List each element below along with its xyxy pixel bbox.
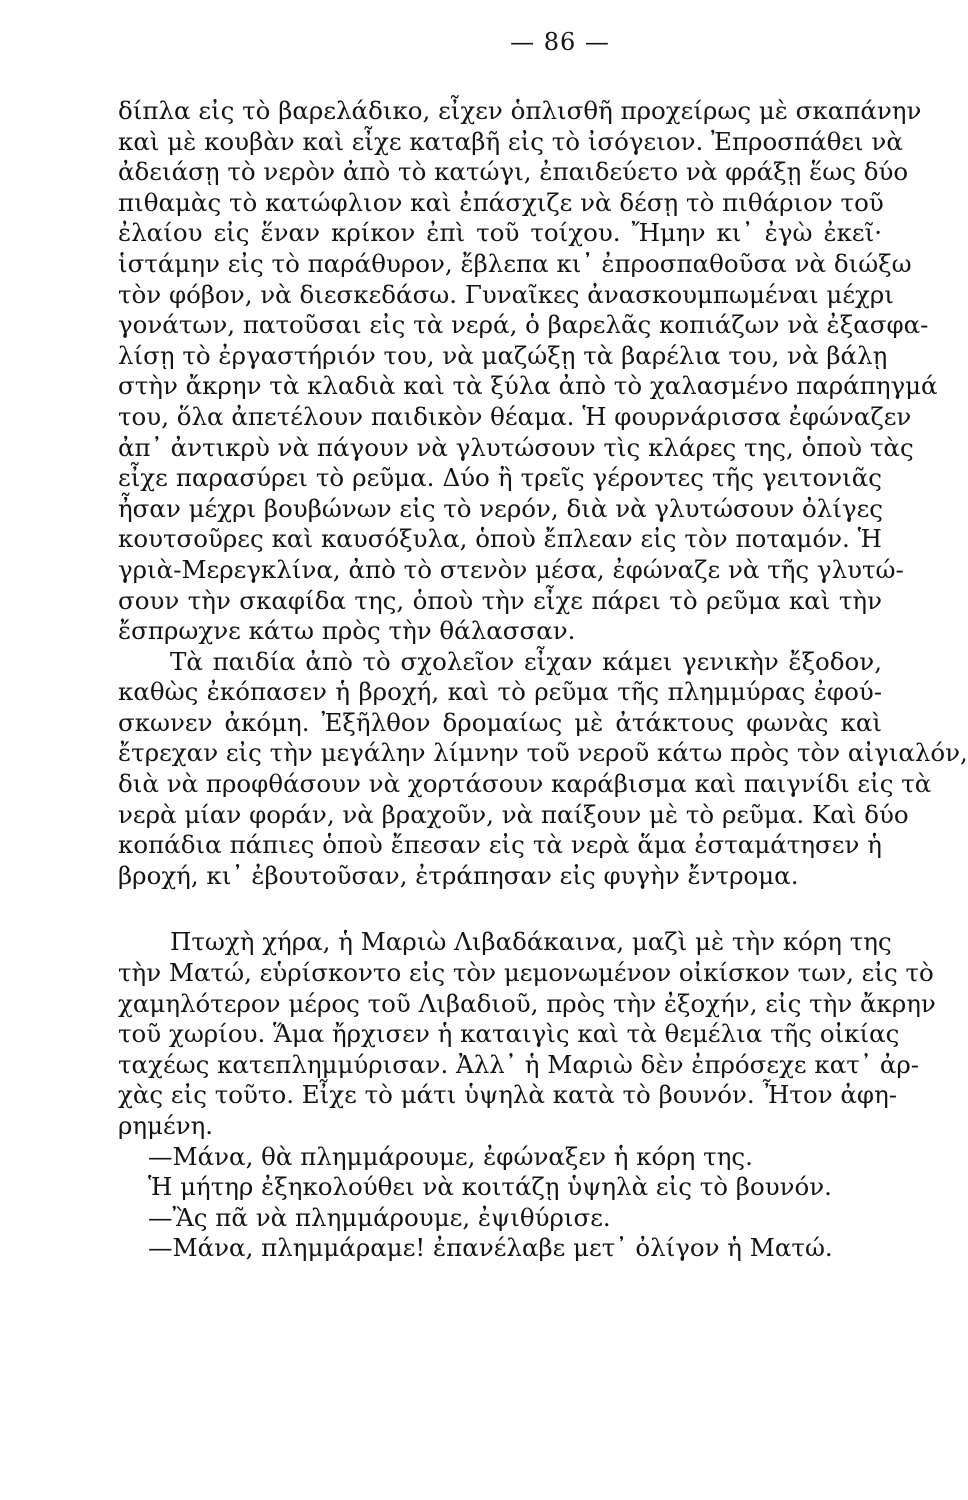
- paragraph: [118, 96, 938, 647]
- text-line: κουτσοῦρες καὶ καυσόξυλα, ὁποὺ ἔπλεαν εἰς τὸν ποταμόν. Ἡ: [118, 524, 882, 554]
- dialogue-line: —Ἂς πᾶ νὰ πλημμάρουμε, ἐψιθύρισε.: [148, 1202, 611, 1232]
- page-number: — 86 —: [510, 28, 610, 56]
- text-line: βροχή, κι᾽ ἐβουτοῦσαν, ἐτράπησαν εἰς φυγὴν ἔντρομα.: [118, 860, 799, 890]
- text-line: νερὰ μίαν φοράν, νὰ βραχοῦν, νὰ παίξουν μὲ τὸ ρεῦμα. Καὶ δύο: [118, 799, 909, 829]
- text-line: στὴν ἄκρην τὰ κλαδιὰ καὶ τὰ ξύλα ἀπὸ τὸ χαλασμένο παράπηγμά: [118, 371, 938, 401]
- text-line: του, ὅλα ἀπετέλουν παιδικὸν θέαμα. Ἡ φουρνάρισσα ἐφώναζεν: [118, 401, 912, 431]
- dialogue-line: —Μάνα, θὰ πλημμάρουμε, ἐφώναξεν ἡ κόρη της.: [148, 1141, 753, 1171]
- text-line: ταχέως κατεπλημμύρισαν. Ἀλλ᾽ ἡ Μαριὼ δὲν ἐπρόσεχε κατ᾽ ἀρ-: [118, 1049, 920, 1079]
- text-line: κοπάδια πάπιες ὁποὺ ἔπεσαν εἰς τὰ νερὰ ἅμα ἐσταμάτησεν ἡ: [118, 830, 882, 860]
- text-line: γριὰ-Μερεγκλίνα, ἀπὸ τὸ στενὸν μέσα, ἐφώναζε νὰ τῆς γλυτώ-: [118, 554, 904, 584]
- text-line: χὰς εἰς τοῦτο. Εἶχε τὸ μάτι ὑψηλὰ κατὰ τὸ βουνόν. Ἦτον ἀφη-: [118, 1080, 898, 1110]
- paragraph: [118, 927, 936, 1141]
- text-line: καθὼς ἐκόπασεν ἡ βροχή, καὶ τὸ ρεῦμα τῆς πλημμύρας ἐφού-: [118, 677, 882, 707]
- paragraph: [118, 646, 968, 892]
- text-line: Πτωχὴ χήρα, ἡ Μαριὼ Λιβαδάκαινα, μαζὶ μὲ τὴν κόρη της: [170, 927, 892, 957]
- text-line: πιθαμὰς τὸ κατώφλιον καὶ ἐπάσχιζε νὰ δέσῃ τὸ πιθάριον τοῦ: [118, 187, 884, 217]
- text-line: ἱστάμην εἰς τὸ παράθυρον, ἔβλεπα κι᾽ ἐπροσπαθοῦσα νὰ διώξω: [118, 248, 912, 278]
- text-line: ἀδειάσῃ τὸ νερὸν ἀπὸ τὸ κατώγι, ἐπαιδεύετο νὰ φράξῃ ἕως δύο: [118, 157, 909, 187]
- text-line: τοῦ χωρίου. Ἅμα ἤρχισεν ἡ καταιγὶς καὶ τὰ θεμέλια τῆς οἰκίας: [118, 1019, 900, 1049]
- text-line: γονάτων, πατοῦσαι εἰς τὰ νερά, ὁ βαρελᾶς κοπιάζων νὰ ἐξασφα-: [118, 310, 929, 340]
- text-line: σκωνεν ἀκόμη. Ἐξῆλθον δρομαίως μὲ ἀτάκτους φωνὰς καὶ: [118, 707, 882, 737]
- text-line: ἔσπρωχνε κάτω πρὸς τὴν θάλασσαν.: [118, 616, 576, 646]
- dialogue-line: —Μάνα, πλημμάραμε! ἐπανέλαβε μετ᾽ ὀλίγον ἡ Ματώ.: [148, 1233, 833, 1263]
- text-line: λίσῃ τὸ ἐργαστήριόν του, νὰ μαζώξῃ τὰ βαρέλια του, νὰ βάλῃ: [118, 340, 888, 370]
- dialogue-line: Ἡ μήτηρ ἐξηκολούθει νὰ κοιτάζῃ ὑψηλὰ εἰς τὸ βουνόν.: [148, 1172, 832, 1202]
- text-line: εἶχε παρασύρει τὸ ρεῦμα. Δύο ἢ τρεῖς γέροντες τῆς γειτονιᾶς: [118, 463, 882, 493]
- text-line: ἦσαν μέχρι βουβώνων εἰς τὸ νερόν, διὰ νὰ γλυτώσουν ὀλίγες: [118, 493, 884, 523]
- text-line: ἔτρεχαν εἰς τὴν μεγάλην λίμνην τοῦ νεροῦ κάτω πρὸς τὸν αἰγιαλόν,: [118, 738, 968, 768]
- text-line: διὰ νὰ προφθάσουν νὰ χορτάσουν καράβισμα καὶ παιγνίδι εἰς τὰ: [118, 769, 932, 799]
- text-body: [118, 96, 968, 1264]
- text-line: σουν τὴν σκαφίδα της, ὁποὺ τὴν εἶχε πάρει τὸ ρεῦμα καὶ τὴν: [118, 585, 882, 615]
- text-line: χαμηλότερον μέρος τοῦ Λιβαδιοῦ, πρὸς τὴν ἐξοχήν, εἰς τὴν ἄκρην: [118, 988, 936, 1018]
- text-line: τὸν φόβον, νὰ διεσκεδάσω. Γυναῖκες ἀνασκουμπωμέναι μέχρι: [118, 279, 894, 309]
- text-line: Τὰ παιδία ἀπὸ τὸ σχολεῖον εἶχαν κάμει γενικὴν ἔξοδον,: [170, 646, 882, 676]
- text-line: τὴν Ματώ, εὑρίσκοντο εἰς τὸν μεμονωμένον οἰκίσκον των, εἰς τὸ: [118, 958, 934, 988]
- text-line: καὶ μὲ κουβὰν καὶ εἶχε καταβῆ εἰς τὸ ἰσόγειον. Ἐπροσπάθει νὰ: [118, 126, 903, 156]
- text-line: ἀπ᾽ ἀντικρὺ νὰ πάγουν νὰ γλυτώσουν τὶς κλάρες της, ὁποὺ τὰς: [118, 432, 914, 462]
- text-line: ρημένη.: [118, 1111, 214, 1140]
- text-line: ἐλαίου εἰς ἕναν κρίκον ἐπὶ τοῦ τοίχου. Ἤμην κι᾽ ἐγὼ ἐκεῖ·: [118, 218, 882, 248]
- section-gap: [118, 891, 882, 927]
- text-line: δίπλα εἰς τὸ βαρελάδικο, εἶχεν ὁπλισθῆ προχείρως μὲ σκαπάνην: [118, 96, 922, 125]
